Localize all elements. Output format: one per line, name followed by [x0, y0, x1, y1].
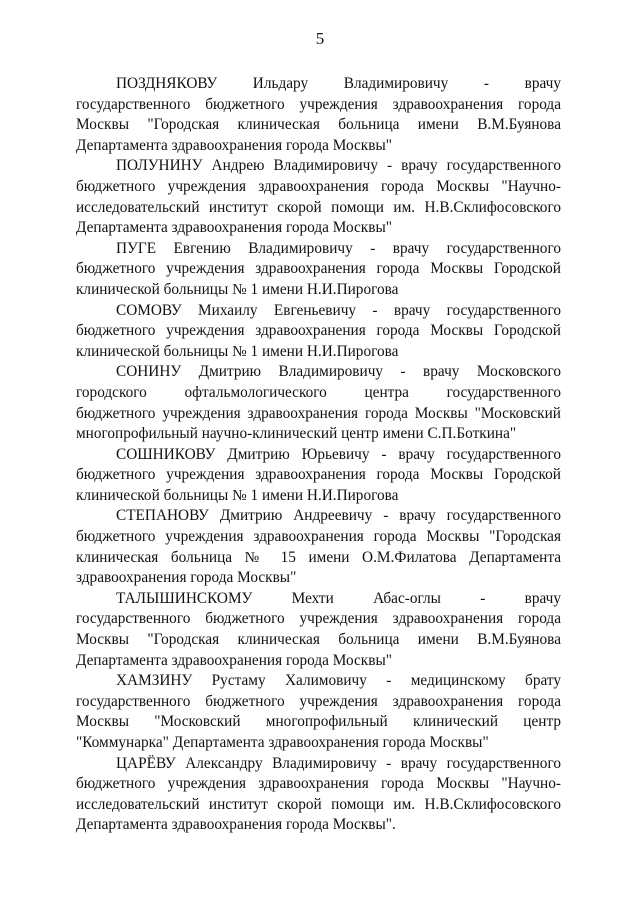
paragraph-line: бюджетного учреждения здравоохранения города Москвы "Научно- — [76, 177, 561, 195]
paragraph-line: "Коммунарка" Департамента здравоохранения города Москвы" — [76, 734, 489, 751]
paragraph-line: СОНИНУ Дмитрию Владимировичу - врачу Московского — [116, 363, 561, 381]
paragraph-line: государственного бюджетного учреждения здравоохранения города — [76, 95, 561, 113]
award-paragraph — [76, 301, 561, 363]
paragraph-line: бюджетного учреждения здравоохранения города Москвы Городской — [76, 260, 561, 278]
paragraph-line: СОШНИКОВУ Дмитрию Юрьевичу - врачу государственного — [116, 445, 561, 463]
award-paragraph — [76, 671, 561, 753]
paragraph-line: городского офтальмологического центра государственного — [76, 383, 561, 401]
award-paragraph — [76, 445, 561, 507]
paragraph-line: бюджетного учреждения здравоохранения города Москвы Городской — [76, 466, 561, 484]
paragraph-line: Департамента здравоохранения города Москвы" — [76, 651, 392, 669]
paragraph-line: Москвы "Московский многопрофильный клинический центр — [76, 713, 561, 731]
paragraph-line: ТАЛЫШИНСКОМУ Мехти Абас-оглы - врачу — [116, 589, 561, 607]
award-paragraph — [76, 74, 561, 156]
paragraph-line: бюджетного учреждения здравоохранения города Москвы "Научно- — [76, 775, 561, 793]
award-paragraph — [76, 589, 561, 671]
paragraph-line: бюджетного учреждения здравоохранения города Москвы "Городская — [76, 528, 561, 546]
paragraph-line: ЦАРЁВУ Александру Владимировичу - врачу государственного — [116, 754, 561, 772]
paragraph-line: клинической больницы № 1 имени Н.И.Пирогова — [76, 280, 399, 298]
award-paragraph — [76, 506, 561, 588]
paragraph-line: Москвы "Городская клиническая больница имени В.М.Буянова — [76, 631, 561, 649]
paragraph-line: Департамента здравоохранения города Москвы" — [76, 136, 392, 154]
paragraph-line: исследовательский институт скорой помощи им. Н.В.Склифосовского — [76, 198, 561, 216]
paragraph-line: многопрофильный научно-клинический центр имени С.П.Боткина" — [76, 425, 517, 443]
paragraph-line: Департамента здравоохранения города Москвы" — [76, 219, 392, 237]
page-number: 5 — [315, 29, 325, 48]
award-paragraph — [76, 362, 561, 444]
paragraph-line: Москвы "Городская клиническая больница имени В.М.Буянова — [76, 116, 561, 134]
paragraph-line: государственного бюджетного учреждения здравоохранения города — [76, 692, 561, 710]
paragraph-line: бюджетного учреждения здравоохранения города Москвы "Московский — [76, 404, 561, 422]
paragraph-line: государственного бюджетного учреждения здравоохранения города — [76, 610, 561, 628]
paragraph-line: ХАМЗИНУ Рустаму Халимовичу - медицинскому брату — [116, 672, 561, 690]
paragraph-line: клинической больницы № 1 имени Н.И.Пирогова — [76, 486, 399, 504]
paragraph-line: здравоохранения города Москвы" — [76, 569, 297, 587]
award-paragraph — [76, 239, 561, 301]
paragraph-line: клинической больницы № 1 имени Н.И.Пирогова — [76, 342, 399, 360]
award-paragraph — [76, 754, 561, 836]
paragraph-line: Департамента здравоохранения города Москвы". — [76, 816, 396, 834]
paragraph-line: СОМОВУ Михаилу Евгеньевичу - врачу государственного — [116, 301, 561, 319]
paragraph-line: клиническая больница № 15 имени О.М.Филатова Департамента — [76, 548, 561, 566]
paragraph-line: исследовательский институт скорой помощи им. Н.В.Склифосовского — [76, 795, 561, 813]
award-paragraph — [76, 156, 561, 238]
paragraph-line: ПОЗДНЯКОВУ Ильдару Владимировичу - врачу — [116, 75, 561, 92]
paragraph-line: бюджетного учреждения здравоохранения города Москвы Городской — [76, 322, 561, 340]
document-body — [76, 74, 561, 836]
paragraph-line: СТЕПАНОВУ Дмитрию Андреевичу - врачу государственного — [116, 507, 561, 525]
paragraph-line: ПОЛУНИНУ Андрею Владимировичу - врачу государственного — [116, 157, 561, 175]
paragraph-line: ПУГЕ Евгению Владимировичу - врачу государственного — [116, 239, 561, 257]
